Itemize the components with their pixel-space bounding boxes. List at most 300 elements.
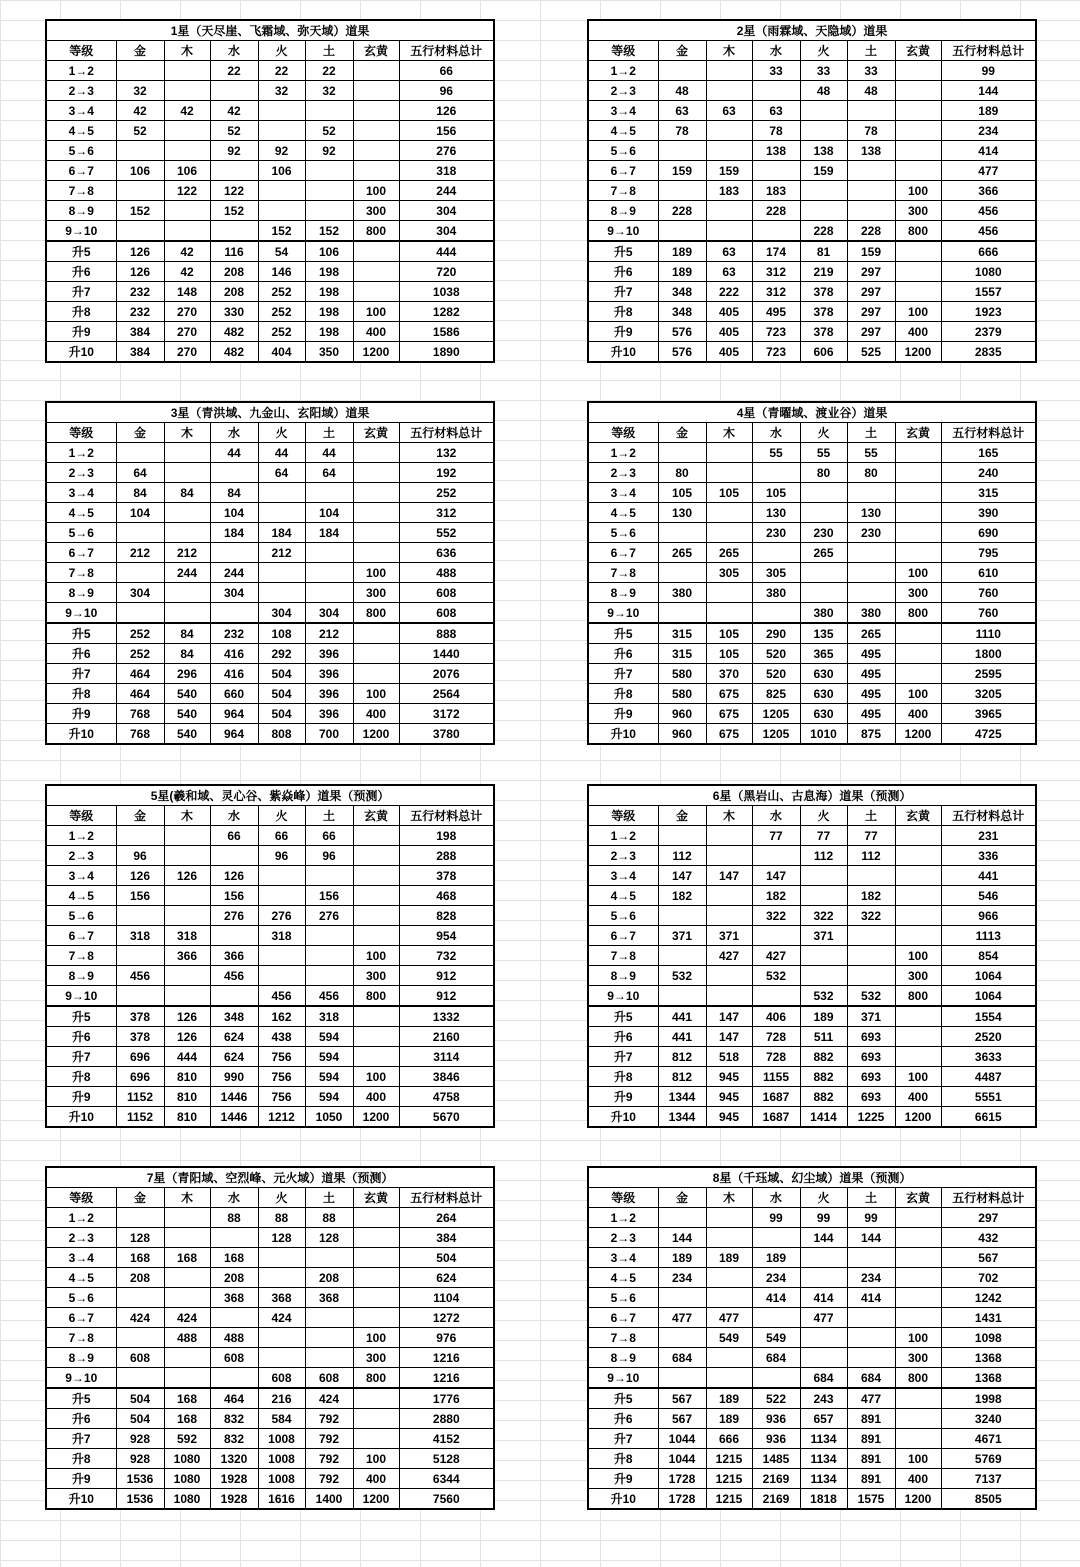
value-cell[interactable]: 657 bbox=[800, 1409, 847, 1429]
value-cell[interactable]: 2160 bbox=[399, 1027, 494, 1047]
value-cell[interactable]: 138 bbox=[752, 141, 800, 161]
value-cell[interactable]: 100 bbox=[353, 181, 399, 201]
value-cell[interactable]: 1044 bbox=[658, 1449, 706, 1469]
level-cell[interactable]: 8→9 bbox=[46, 201, 116, 221]
value-cell[interactable] bbox=[305, 866, 353, 886]
level-cell[interactable]: 2→3 bbox=[46, 463, 116, 483]
level-cell[interactable]: 升10 bbox=[588, 724, 658, 745]
value-cell[interactable]: 135 bbox=[800, 623, 847, 644]
value-cell[interactable]: 396 bbox=[305, 704, 353, 724]
value-cell[interactable]: 378 bbox=[399, 866, 494, 886]
level-cell[interactable]: 升10 bbox=[588, 1489, 658, 1510]
value-cell[interactable]: 882 bbox=[800, 1067, 847, 1087]
column-header[interactable]: 土 bbox=[847, 423, 895, 443]
value-cell[interactable]: 184 bbox=[210, 523, 258, 543]
value-cell[interactable]: 212 bbox=[116, 543, 164, 563]
value-cell[interactable] bbox=[847, 563, 895, 583]
value-cell[interactable] bbox=[895, 1409, 941, 1429]
value-cell[interactable]: 477 bbox=[941, 161, 1036, 181]
value-cell[interactable]: 100 bbox=[353, 1449, 399, 1469]
value-cell[interactable]: 128 bbox=[305, 1228, 353, 1248]
value-cell[interactable]: 168 bbox=[164, 1388, 210, 1409]
value-cell[interactable]: 606 bbox=[800, 342, 847, 363]
value-cell[interactable] bbox=[800, 1328, 847, 1348]
value-cell[interactable]: 252 bbox=[116, 623, 164, 644]
value-cell[interactable] bbox=[706, 583, 752, 603]
value-cell[interactable]: 300 bbox=[895, 201, 941, 221]
value-cell[interactable]: 378 bbox=[116, 1006, 164, 1027]
level-cell[interactable]: 升7 bbox=[588, 664, 658, 684]
value-cell[interactable]: 693 bbox=[847, 1087, 895, 1107]
value-cell[interactable]: 234 bbox=[847, 1268, 895, 1288]
value-cell[interactable] bbox=[706, 986, 752, 1007]
value-cell[interactable]: 1687 bbox=[752, 1107, 800, 1128]
value-cell[interactable]: 608 bbox=[116, 1348, 164, 1368]
value-cell[interactable] bbox=[353, 262, 399, 282]
value-cell[interactable]: 64 bbox=[116, 463, 164, 483]
value-cell[interactable] bbox=[706, 603, 752, 624]
value-cell[interactable]: 300 bbox=[895, 1348, 941, 1368]
value-cell[interactable]: 228 bbox=[658, 201, 706, 221]
value-cell[interactable]: 232 bbox=[116, 302, 164, 322]
level-cell[interactable]: 7→8 bbox=[588, 181, 658, 201]
value-cell[interactable] bbox=[305, 483, 353, 503]
value-cell[interactable]: 156 bbox=[116, 886, 164, 906]
value-cell[interactable]: 104 bbox=[305, 503, 353, 523]
value-cell[interactable] bbox=[116, 61, 164, 81]
level-cell[interactable]: 1→2 bbox=[46, 61, 116, 81]
value-cell[interactable]: 1038 bbox=[399, 282, 494, 302]
value-cell[interactable]: 44 bbox=[210, 443, 258, 463]
value-cell[interactable]: 964 bbox=[210, 704, 258, 724]
value-cell[interactable]: 1776 bbox=[399, 1388, 494, 1409]
value-cell[interactable]: 2595 bbox=[941, 664, 1036, 684]
level-cell[interactable]: 升7 bbox=[588, 1429, 658, 1449]
value-cell[interactable]: 416 bbox=[210, 644, 258, 664]
level-cell[interactable]: 升9 bbox=[46, 1087, 116, 1107]
value-cell[interactable] bbox=[116, 443, 164, 463]
value-cell[interactable]: 304 bbox=[258, 603, 305, 624]
value-cell[interactable]: 198 bbox=[399, 826, 494, 846]
value-cell[interactable]: 234 bbox=[658, 1268, 706, 1288]
column-header[interactable]: 等级 bbox=[46, 41, 116, 61]
value-cell[interactable] bbox=[164, 906, 210, 926]
value-cell[interactable]: 292 bbox=[258, 644, 305, 664]
value-cell[interactable]: 800 bbox=[353, 986, 399, 1007]
value-cell[interactable]: 1134 bbox=[800, 1469, 847, 1489]
value-cell[interactable] bbox=[353, 81, 399, 101]
column-header[interactable]: 水 bbox=[210, 806, 258, 826]
level-cell[interactable]: 升8 bbox=[588, 1449, 658, 1469]
value-cell[interactable] bbox=[706, 1288, 752, 1308]
value-cell[interactable]: 312 bbox=[399, 503, 494, 523]
value-cell[interactable]: 42 bbox=[164, 101, 210, 121]
value-cell[interactable] bbox=[752, 603, 800, 624]
value-cell[interactable]: 100 bbox=[353, 1328, 399, 1348]
value-cell[interactable]: 795 bbox=[941, 543, 1036, 563]
value-cell[interactable] bbox=[164, 201, 210, 221]
value-cell[interactable] bbox=[706, 503, 752, 523]
value-cell[interactable]: 567 bbox=[658, 1388, 706, 1409]
value-cell[interactable]: 756 bbox=[258, 1087, 305, 1107]
column-header[interactable]: 等级 bbox=[588, 41, 658, 61]
value-cell[interactable]: 482 bbox=[210, 322, 258, 342]
value-cell[interactable]: 365 bbox=[800, 644, 847, 664]
value-cell[interactable]: 189 bbox=[658, 262, 706, 282]
level-cell[interactable]: 5→6 bbox=[46, 141, 116, 161]
column-header[interactable]: 水 bbox=[210, 41, 258, 61]
value-cell[interactable]: 92 bbox=[258, 141, 305, 161]
value-cell[interactable]: 3780 bbox=[399, 724, 494, 745]
value-cell[interactable] bbox=[895, 1288, 941, 1308]
value-cell[interactable] bbox=[800, 181, 847, 201]
column-header[interactable]: 木 bbox=[706, 1188, 752, 1208]
value-cell[interactable]: 1200 bbox=[353, 724, 399, 745]
column-header[interactable]: 木 bbox=[164, 806, 210, 826]
value-cell[interactable] bbox=[353, 1409, 399, 1429]
value-cell[interactable] bbox=[353, 1047, 399, 1067]
value-cell[interactable]: 1008 bbox=[258, 1429, 305, 1449]
value-cell[interactable] bbox=[658, 1288, 706, 1308]
value-cell[interactable]: 728 bbox=[752, 1047, 800, 1067]
value-cell[interactable] bbox=[305, 583, 353, 603]
value-cell[interactable] bbox=[800, 946, 847, 966]
value-cell[interactable] bbox=[305, 926, 353, 946]
column-header[interactable]: 火 bbox=[258, 1188, 305, 1208]
value-cell[interactable]: 384 bbox=[399, 1228, 494, 1248]
value-cell[interactable] bbox=[847, 483, 895, 503]
value-cell[interactable]: 126 bbox=[164, 1006, 210, 1027]
table-title[interactable]: 4星（青曜域、渡业谷）道果 bbox=[588, 402, 1036, 423]
value-cell[interactable]: 504 bbox=[399, 1248, 494, 1268]
value-cell[interactable]: 290 bbox=[752, 623, 800, 644]
value-cell[interactable] bbox=[305, 1248, 353, 1268]
value-cell[interactable]: 297 bbox=[847, 322, 895, 342]
value-cell[interactable] bbox=[116, 221, 164, 242]
value-cell[interactable] bbox=[353, 282, 399, 302]
value-cell[interactable] bbox=[752, 986, 800, 1007]
value-cell[interactable]: 912 bbox=[399, 986, 494, 1007]
value-cell[interactable]: 1728 bbox=[658, 1489, 706, 1510]
value-cell[interactable]: 1890 bbox=[399, 342, 494, 363]
value-cell[interactable] bbox=[164, 1368, 210, 1389]
column-header[interactable]: 金 bbox=[658, 806, 706, 826]
value-cell[interactable]: 882 bbox=[800, 1047, 847, 1067]
value-cell[interactable]: 144 bbox=[847, 1228, 895, 1248]
value-cell[interactable]: 477 bbox=[800, 1308, 847, 1328]
value-cell[interactable]: 792 bbox=[305, 1469, 353, 1489]
value-cell[interactable]: 666 bbox=[706, 1429, 752, 1449]
level-cell[interactable]: 升9 bbox=[46, 322, 116, 342]
value-cell[interactable]: 100 bbox=[895, 563, 941, 583]
value-cell[interactable] bbox=[116, 946, 164, 966]
value-cell[interactable]: 504 bbox=[116, 1409, 164, 1429]
value-cell[interactable] bbox=[258, 121, 305, 141]
value-cell[interactable] bbox=[210, 603, 258, 624]
value-cell[interactable]: 168 bbox=[116, 1248, 164, 1268]
value-cell[interactable] bbox=[258, 966, 305, 986]
value-cell[interactable]: 424 bbox=[305, 1388, 353, 1409]
value-cell[interactable] bbox=[752, 463, 800, 483]
value-cell[interactable]: 464 bbox=[116, 664, 164, 684]
value-cell[interactable]: 366 bbox=[210, 946, 258, 966]
value-cell[interactable]: 198 bbox=[305, 302, 353, 322]
column-header[interactable]: 火 bbox=[258, 41, 305, 61]
value-cell[interactable]: 624 bbox=[210, 1027, 258, 1047]
value-cell[interactable]: 297 bbox=[941, 1208, 1036, 1228]
value-cell[interactable]: 32 bbox=[305, 81, 353, 101]
value-cell[interactable]: 576 bbox=[658, 342, 706, 363]
value-cell[interactable]: 189 bbox=[658, 1248, 706, 1268]
value-cell[interactable] bbox=[164, 1208, 210, 1228]
value-cell[interactable] bbox=[258, 503, 305, 523]
value-cell[interactable]: 52 bbox=[116, 121, 164, 141]
column-header[interactable]: 木 bbox=[164, 41, 210, 61]
value-cell[interactable] bbox=[895, 1429, 941, 1449]
level-cell[interactable]: 4→5 bbox=[46, 1268, 116, 1288]
column-header[interactable]: 水 bbox=[752, 41, 800, 61]
level-cell[interactable]: 升5 bbox=[588, 623, 658, 644]
value-cell[interactable] bbox=[895, 101, 941, 121]
value-cell[interactable]: 230 bbox=[800, 523, 847, 543]
value-cell[interactable]: 88 bbox=[210, 1208, 258, 1228]
value-cell[interactable]: 265 bbox=[658, 543, 706, 563]
column-header[interactable]: 火 bbox=[800, 41, 847, 61]
value-cell[interactable]: 108 bbox=[258, 623, 305, 644]
value-cell[interactable]: 1104 bbox=[399, 1288, 494, 1308]
value-cell[interactable]: 4758 bbox=[399, 1087, 494, 1107]
level-cell[interactable]: 6→7 bbox=[588, 926, 658, 946]
value-cell[interactable]: 264 bbox=[399, 1208, 494, 1228]
level-cell[interactable]: 升10 bbox=[46, 1489, 116, 1510]
value-cell[interactable] bbox=[258, 1328, 305, 1348]
value-cell[interactable]: 592 bbox=[164, 1429, 210, 1449]
value-cell[interactable] bbox=[752, 1368, 800, 1389]
value-cell[interactable]: 212 bbox=[164, 543, 210, 563]
value-cell[interactable]: 608 bbox=[399, 583, 494, 603]
value-cell[interactable] bbox=[116, 523, 164, 543]
value-cell[interactable]: 608 bbox=[258, 1368, 305, 1389]
value-cell[interactable]: 100 bbox=[895, 684, 941, 704]
value-cell[interactable]: 405 bbox=[706, 322, 752, 342]
column-header[interactable]: 水 bbox=[752, 806, 800, 826]
value-cell[interactable]: 84 bbox=[164, 644, 210, 664]
value-cell[interactable] bbox=[116, 181, 164, 201]
value-cell[interactable] bbox=[895, 141, 941, 161]
level-cell[interactable]: 1→2 bbox=[46, 826, 116, 846]
value-cell[interactable]: 1200 bbox=[353, 1107, 399, 1128]
value-cell[interactable]: 112 bbox=[658, 846, 706, 866]
value-cell[interactable]: 1320 bbox=[210, 1449, 258, 1469]
value-cell[interactable]: 400 bbox=[895, 1469, 941, 1489]
column-header[interactable]: 土 bbox=[847, 806, 895, 826]
value-cell[interactable]: 495 bbox=[847, 684, 895, 704]
value-cell[interactable]: 832 bbox=[210, 1429, 258, 1449]
value-cell[interactable]: 1554 bbox=[941, 1006, 1036, 1027]
value-cell[interactable]: 138 bbox=[847, 141, 895, 161]
value-cell[interactable]: 4487 bbox=[941, 1067, 1036, 1087]
value-cell[interactable] bbox=[305, 201, 353, 221]
level-cell[interactable]: 2→3 bbox=[588, 463, 658, 483]
column-header[interactable]: 水 bbox=[752, 1188, 800, 1208]
value-cell[interactable] bbox=[895, 623, 941, 644]
value-cell[interactable]: 84 bbox=[164, 623, 210, 644]
value-cell[interactable]: 208 bbox=[116, 1268, 164, 1288]
value-cell[interactable] bbox=[258, 563, 305, 583]
value-cell[interactable]: 384 bbox=[116, 322, 164, 342]
value-cell[interactable]: 1368 bbox=[941, 1368, 1036, 1389]
value-cell[interactable]: 128 bbox=[258, 1228, 305, 1248]
value-cell[interactable] bbox=[847, 101, 895, 121]
value-cell[interactable] bbox=[353, 926, 399, 946]
value-cell[interactable]: 954 bbox=[399, 926, 494, 946]
value-cell[interactable]: 567 bbox=[658, 1409, 706, 1429]
value-cell[interactable]: 96 bbox=[305, 846, 353, 866]
value-cell[interactable]: 1134 bbox=[800, 1449, 847, 1469]
value-cell[interactable]: 8505 bbox=[941, 1489, 1036, 1510]
value-cell[interactable]: 152 bbox=[116, 201, 164, 221]
value-cell[interactable]: 212 bbox=[258, 543, 305, 563]
value-cell[interactable]: 183 bbox=[706, 181, 752, 201]
value-cell[interactable]: 976 bbox=[399, 1328, 494, 1348]
value-cell[interactable] bbox=[353, 443, 399, 463]
value-cell[interactable]: 33 bbox=[847, 61, 895, 81]
level-cell[interactable]: 8→9 bbox=[588, 966, 658, 986]
value-cell[interactable]: 100 bbox=[895, 946, 941, 966]
value-cell[interactable] bbox=[258, 886, 305, 906]
value-cell[interactable] bbox=[895, 886, 941, 906]
level-cell[interactable]: 升7 bbox=[588, 1047, 658, 1067]
value-cell[interactable]: 162 bbox=[258, 1006, 305, 1027]
level-cell[interactable]: 3→4 bbox=[46, 483, 116, 503]
value-cell[interactable]: 2564 bbox=[399, 684, 494, 704]
value-cell[interactable] bbox=[210, 1228, 258, 1248]
value-cell[interactable] bbox=[353, 141, 399, 161]
column-header[interactable]: 玄黄 bbox=[353, 1188, 399, 1208]
value-cell[interactable]: 371 bbox=[658, 926, 706, 946]
value-cell[interactable]: 1200 bbox=[895, 1107, 941, 1128]
level-cell[interactable]: 升10 bbox=[46, 1107, 116, 1128]
value-cell[interactable]: 693 bbox=[847, 1027, 895, 1047]
value-cell[interactable] bbox=[164, 121, 210, 141]
level-cell[interactable]: 升8 bbox=[588, 302, 658, 322]
value-cell[interactable] bbox=[210, 986, 258, 1007]
level-cell[interactable]: 6→7 bbox=[46, 543, 116, 563]
value-cell[interactable]: 552 bbox=[399, 523, 494, 543]
value-cell[interactable]: 390 bbox=[941, 503, 1036, 523]
value-cell[interactable] bbox=[353, 241, 399, 262]
value-cell[interactable]: 208 bbox=[305, 1268, 353, 1288]
value-cell[interactable] bbox=[353, 846, 399, 866]
value-cell[interactable] bbox=[800, 966, 847, 986]
value-cell[interactable]: 966 bbox=[941, 906, 1036, 926]
value-cell[interactable]: 594 bbox=[305, 1087, 353, 1107]
value-cell[interactable]: 147 bbox=[706, 1027, 752, 1047]
column-header[interactable]: 五行材料总计 bbox=[941, 41, 1036, 61]
value-cell[interactable]: 546 bbox=[941, 886, 1036, 906]
value-cell[interactable]: 888 bbox=[399, 623, 494, 644]
value-cell[interactable]: 456 bbox=[258, 986, 305, 1007]
value-cell[interactable] bbox=[800, 1248, 847, 1268]
value-cell[interactable]: 33 bbox=[800, 61, 847, 81]
value-cell[interactable]: 396 bbox=[305, 664, 353, 684]
column-header[interactable]: 等级 bbox=[588, 1188, 658, 1208]
value-cell[interactable]: 810 bbox=[164, 1107, 210, 1128]
value-cell[interactable]: 792 bbox=[305, 1409, 353, 1429]
value-cell[interactable]: 371 bbox=[706, 926, 752, 946]
value-cell[interactable]: 495 bbox=[847, 704, 895, 724]
level-cell[interactable]: 9→10 bbox=[588, 1368, 658, 1389]
value-cell[interactable]: 5670 bbox=[399, 1107, 494, 1128]
value-cell[interactable]: 675 bbox=[706, 704, 752, 724]
value-cell[interactable] bbox=[353, 1308, 399, 1328]
value-cell[interactable]: 1200 bbox=[895, 1489, 941, 1510]
value-cell[interactable]: 348 bbox=[658, 302, 706, 322]
value-cell[interactable]: 159 bbox=[800, 161, 847, 181]
value-cell[interactable]: 875 bbox=[847, 724, 895, 745]
value-cell[interactable]: 1431 bbox=[941, 1308, 1036, 1328]
value-cell[interactable]: 189 bbox=[752, 1248, 800, 1268]
value-cell[interactable]: 464 bbox=[116, 684, 164, 704]
value-cell[interactable]: 232 bbox=[116, 282, 164, 302]
value-cell[interactable]: 808 bbox=[258, 724, 305, 745]
value-cell[interactable] bbox=[116, 986, 164, 1007]
level-cell[interactable]: 升6 bbox=[46, 1027, 116, 1047]
column-header[interactable]: 土 bbox=[847, 1188, 895, 1208]
level-cell[interactable]: 9→10 bbox=[588, 221, 658, 242]
value-cell[interactable]: 368 bbox=[305, 1288, 353, 1308]
value-cell[interactable] bbox=[164, 603, 210, 624]
value-cell[interactable]: 130 bbox=[752, 503, 800, 523]
level-cell[interactable]: 升10 bbox=[46, 342, 116, 363]
value-cell[interactable]: 495 bbox=[847, 644, 895, 664]
value-cell[interactable] bbox=[210, 846, 258, 866]
value-cell[interactable] bbox=[353, 1027, 399, 1047]
value-cell[interactable]: 728 bbox=[752, 1027, 800, 1047]
value-cell[interactable] bbox=[116, 603, 164, 624]
value-cell[interactable]: 891 bbox=[847, 1409, 895, 1429]
value-cell[interactable]: 1242 bbox=[941, 1288, 1036, 1308]
value-cell[interactable]: 732 bbox=[399, 946, 494, 966]
level-cell[interactable]: 升7 bbox=[588, 282, 658, 302]
value-cell[interactable] bbox=[800, 121, 847, 141]
value-cell[interactable] bbox=[305, 946, 353, 966]
level-cell[interactable]: 7→8 bbox=[46, 946, 116, 966]
column-header[interactable]: 五行材料总计 bbox=[399, 1188, 494, 1208]
value-cell[interactable] bbox=[752, 846, 800, 866]
value-cell[interactable]: 828 bbox=[399, 906, 494, 926]
value-cell[interactable] bbox=[706, 1348, 752, 1368]
value-cell[interactable] bbox=[258, 181, 305, 201]
value-cell[interactable] bbox=[353, 121, 399, 141]
value-cell[interactable]: 1586 bbox=[399, 322, 494, 342]
value-cell[interactable]: 2169 bbox=[752, 1489, 800, 1510]
level-cell[interactable]: 9→10 bbox=[46, 986, 116, 1007]
value-cell[interactable]: 212 bbox=[305, 623, 353, 644]
value-cell[interactable]: 792 bbox=[305, 1449, 353, 1469]
value-cell[interactable]: 1400 bbox=[305, 1489, 353, 1510]
value-cell[interactable]: 696 bbox=[116, 1067, 164, 1087]
value-cell[interactable] bbox=[706, 141, 752, 161]
table-title[interactable]: 8星（千珏域、幻尘域）道果（预测） bbox=[588, 1167, 1036, 1188]
value-cell[interactable]: 400 bbox=[353, 322, 399, 342]
value-cell[interactable]: 156 bbox=[399, 121, 494, 141]
value-cell[interactable]: 48 bbox=[800, 81, 847, 101]
level-cell[interactable]: 升5 bbox=[588, 1006, 658, 1027]
column-header[interactable]: 金 bbox=[116, 423, 164, 443]
value-cell[interactable]: 304 bbox=[116, 583, 164, 603]
value-cell[interactable]: 812 bbox=[658, 1047, 706, 1067]
